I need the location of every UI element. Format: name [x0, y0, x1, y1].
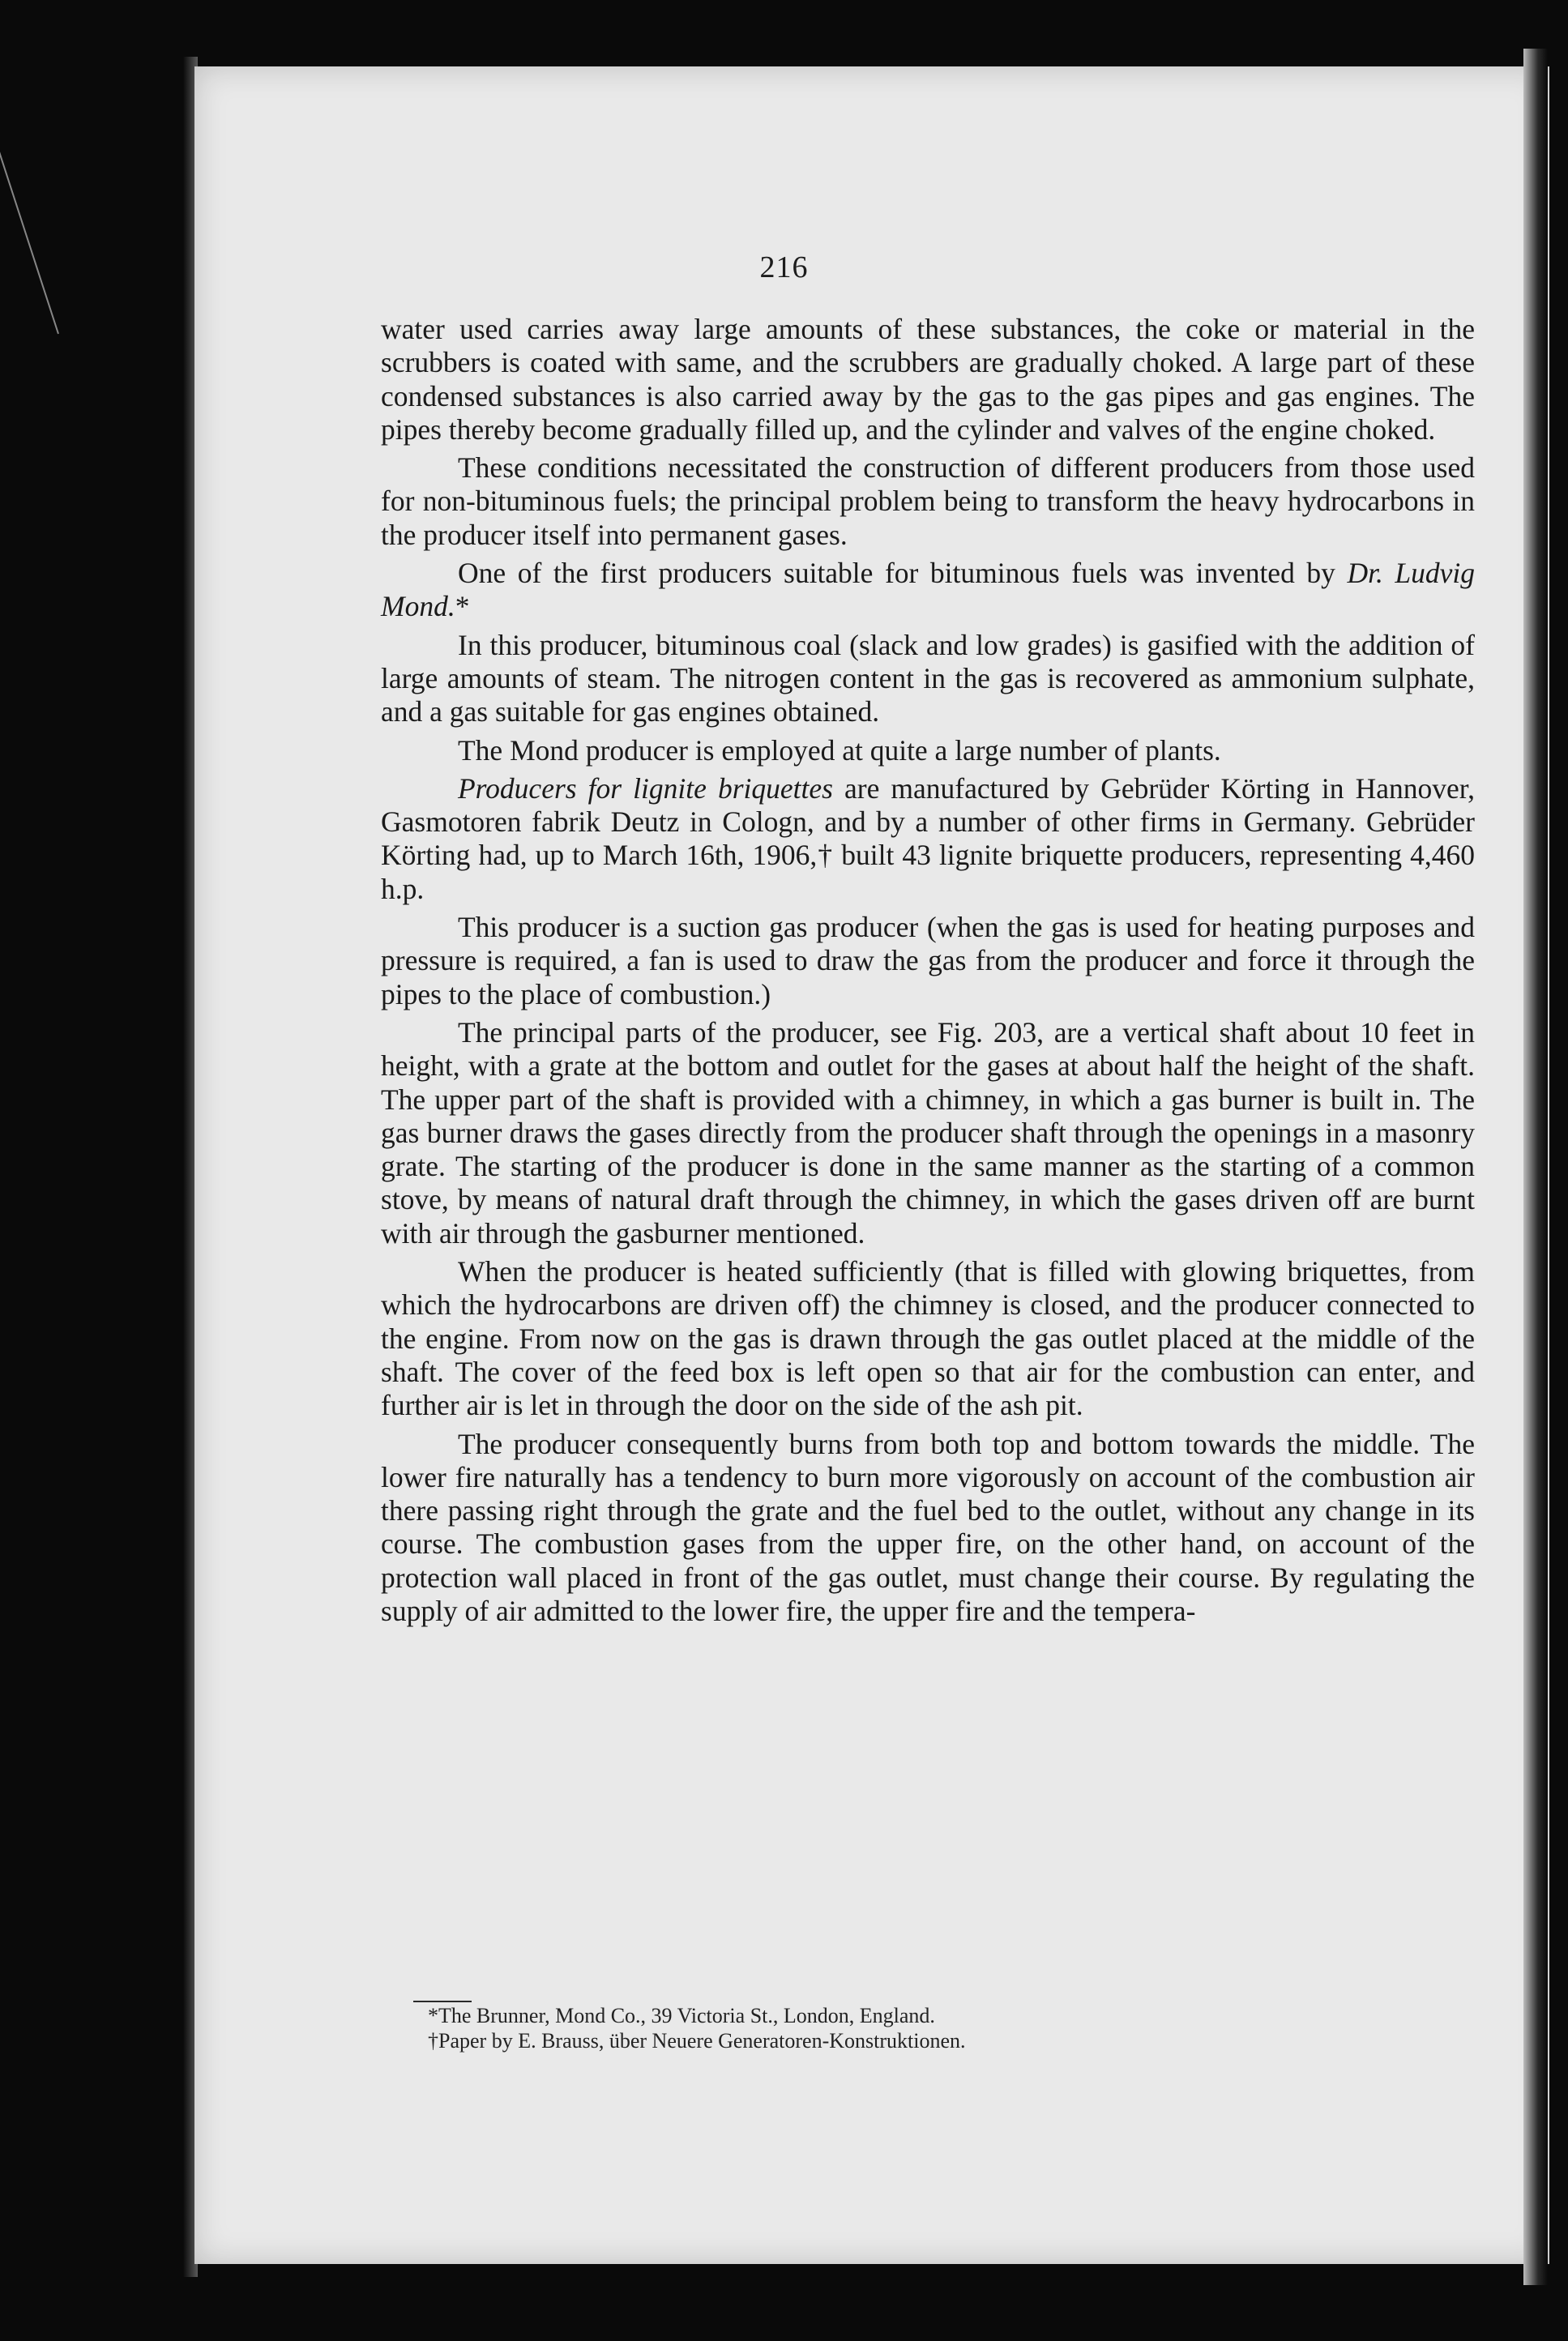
paragraph: These conditions necessitated the construction of different producers from those used for non-bituminous fuels; the principal problem being to transform the heavy hydrocarbons in the producer itself into permanent gases.	[381, 451, 1475, 551]
footnote: *The Brunner, Mond Co., 39 Victoria St., London, England.	[428, 2004, 935, 2027]
paragraph: water used carries away large amounts of these substances, the coke or material in the scrubbers is coated with same, and the scrubbers are gradually choked. A large part of these condensed substances is also carried away by the gas to the gas pipes and gas engines. The pipes thereby become gradually filled up, and the cylinder and valves of the engine choked.	[381, 313, 1475, 446]
page-right-edge	[1523, 49, 1548, 2285]
scan-artifact-line	[0, 79, 59, 334]
italic-heading: Producers for lignite briquettes	[458, 771, 833, 805]
paragraph	[381, 557, 1475, 624]
paragraph: In this producer, bituminous coal (slack and low grades) is gasified with the addition of large amounts of steam. The nitrogen content in the gas is recovered as ammonium sulphate, and a gas suitable for gas engines obtained.	[381, 628, 1475, 728]
paragraph: The principal parts of the producer, see Fig. 203, are a vertical shaft about 10 feet in height, with a grate at the bottom and outlet for the gases at about half the height of the shaft. The upper part of the shaft is provided with a chimney, in which a gas burner is built in. The gas burner draws the gases directly from the producer shaft through the openings in a masonry grate. The starting of the producer is done in the same manner as the starting of a common stove, by means of natural draft through the chimney, in which the gases driven off are burnt with air through the gasburner mentioned.	[381, 1015, 1475, 1250]
paragraph: The producer consequently burns from both top and bottom towards the middle. The lower fire naturally has a tendency to burn more vigorously on account of the combustion air there passing right through the grate and the fuel bed to the outlet, without any change in its course. The combustion gases from the upper fire, on the other hand, on account of the protection wall placed in front of the gas outlet, must change their course. By regulating the supply of air admitted to the lower fire, the upper fire and the tempera-	[381, 1427, 1475, 1627]
paragraph-text: are manufactured by Gebrüder Körting in Hannover, Gasmotoren fabrik Deutz in Cologn, and by a number of other firms in Germany. Gebrüder Körting had, up to March 16th, 1906,† built 43 lignite briquette producers, representing 4,460 h.p.	[381, 771, 1475, 905]
footnote-marker: *	[455, 590, 470, 623]
page-number: 216	[759, 250, 809, 284]
footnote: †Paper by E. Brauss, über Neuere Generatoren-Konstruktionen.	[428, 2029, 966, 2053]
paragraph: When the producer is heated sufficiently (that is filled with glowing briquettes, from which the hydrocarbons are driven off) the chimney is closed, and the producer connected to the engine. From now on the gas is drawn through the gas outlet placed at the middle of the shaft. The cover of the feed box is left open so that air for the combustion can enter, and further air is let in through the door on the side of the ash pit.	[381, 1255, 1475, 1422]
italic-name: Dr. Ludvig Mond.	[381, 557, 1475, 623]
paragraph: This producer is a suction gas producer (when the gas is used for heating purposes and pressure is required, a fan is used to draw the gas from the producer and force it through the pipes to the place of combustion.)	[381, 911, 1475, 1010]
paragraph: The Mond producer is employed at quite a large number of plants.	[458, 733, 1221, 767]
footnote-rule	[413, 2001, 472, 2002]
paragraph-text: One of the first producers suitable for bituminous fuels was invented by	[458, 557, 1348, 590]
footnotes	[428, 2003, 1441, 2053]
body-text	[381, 313, 1475, 1633]
paragraph	[381, 772, 1475, 906]
